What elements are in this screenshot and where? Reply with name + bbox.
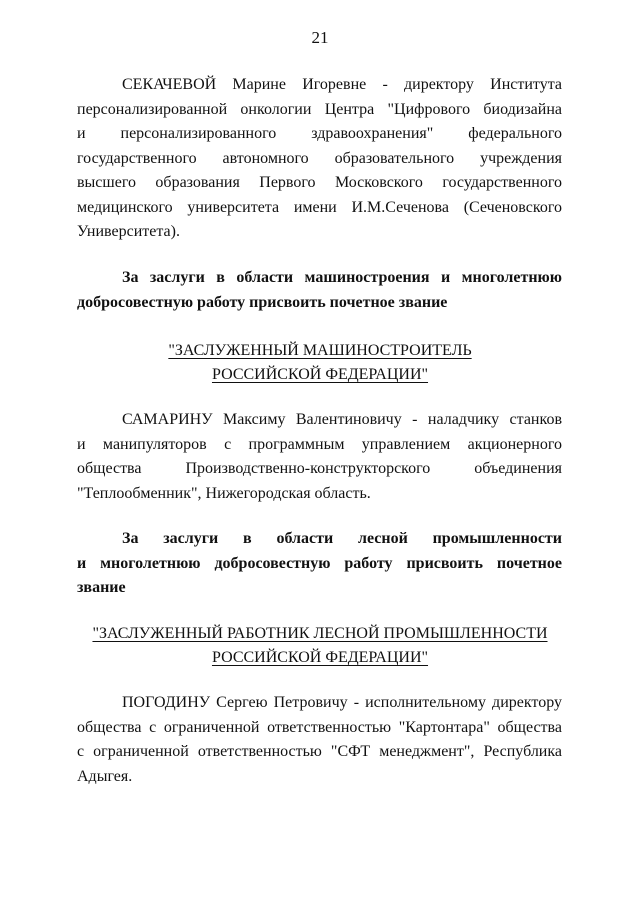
text-line: и персонализированного здравоохранения" федерального (77, 125, 562, 142)
text-line: общества с ограниченной ответственностью "Картонтара" общества (77, 718, 562, 736)
text-line: персонализированной онкологии Центра "Цифрового биодизайна (77, 100, 562, 118)
text-line: с ограниченной ответственностью "СФТ менеджмент", Республика (77, 743, 562, 760)
text-line: Адыгея. (77, 767, 133, 785)
award-title-machine-builder (0, 339, 640, 387)
text-line: медицинского университета имени И.М.Сеченова (Сеченовского (77, 198, 562, 216)
text-line: СЕКАЧЕВОЙ Марине Игоревне - директору Института (122, 76, 562, 93)
text-line: За заслуги в области машиностроения и многолетнюю (122, 269, 562, 286)
text-line: высшего образования Первого Московского государственного (77, 174, 562, 191)
award-intro-machine-building (77, 266, 562, 315)
text-line: "Теплообменник", Нижегородская область. (77, 484, 371, 502)
award-intro-forest-industry (77, 527, 562, 601)
text-line: и манипуляторов с программным управлением акционерного (77, 435, 562, 453)
text-line: САМАРИНУ Максиму Валентиновичу - наладчику станков (122, 411, 562, 428)
title-line: РОССИЙСКОЙ ФЕДЕРАЦИИ" (211, 649, 429, 666)
title-line: "ЗАСЛУЖЕННЫЙ МАШИНОСТРОИТЕЛЬ (168, 342, 472, 359)
title-line: РОССИЙСКОЙ ФЕДЕРАЦИИ" (211, 366, 429, 383)
text-line: общества Производственно-конструкторского объединения (77, 460, 562, 477)
text-line: государственного автономного образовательного учреждения (77, 149, 562, 167)
text-line: Университета). (77, 223, 180, 240)
text-line: и многолетнюю добросовестную работу присвоить почетное (77, 554, 562, 572)
text-line: добросовестную работу присвоить почетное звание (77, 293, 448, 311)
text-line: ПОГОДИНУ Сергею Петровичу - исполнительному директору (122, 694, 562, 711)
recipient-paragraph-sekacheva (77, 73, 562, 245)
text-line: звание (77, 579, 126, 596)
text-line: За заслуги в области лесной промышленности (122, 530, 562, 547)
recipient-paragraph-samarin (77, 408, 562, 506)
recipient-paragraph-pogodin (77, 691, 562, 789)
title-line: "ЗАСЛУЖЕННЫЙ РАБОТНИК ЛЕСНОЙ ПРОМЫШЛЕННОСТИ (92, 625, 548, 642)
award-title-forest-industry-worker (0, 622, 640, 670)
page-number: 21 (311, 28, 329, 47)
